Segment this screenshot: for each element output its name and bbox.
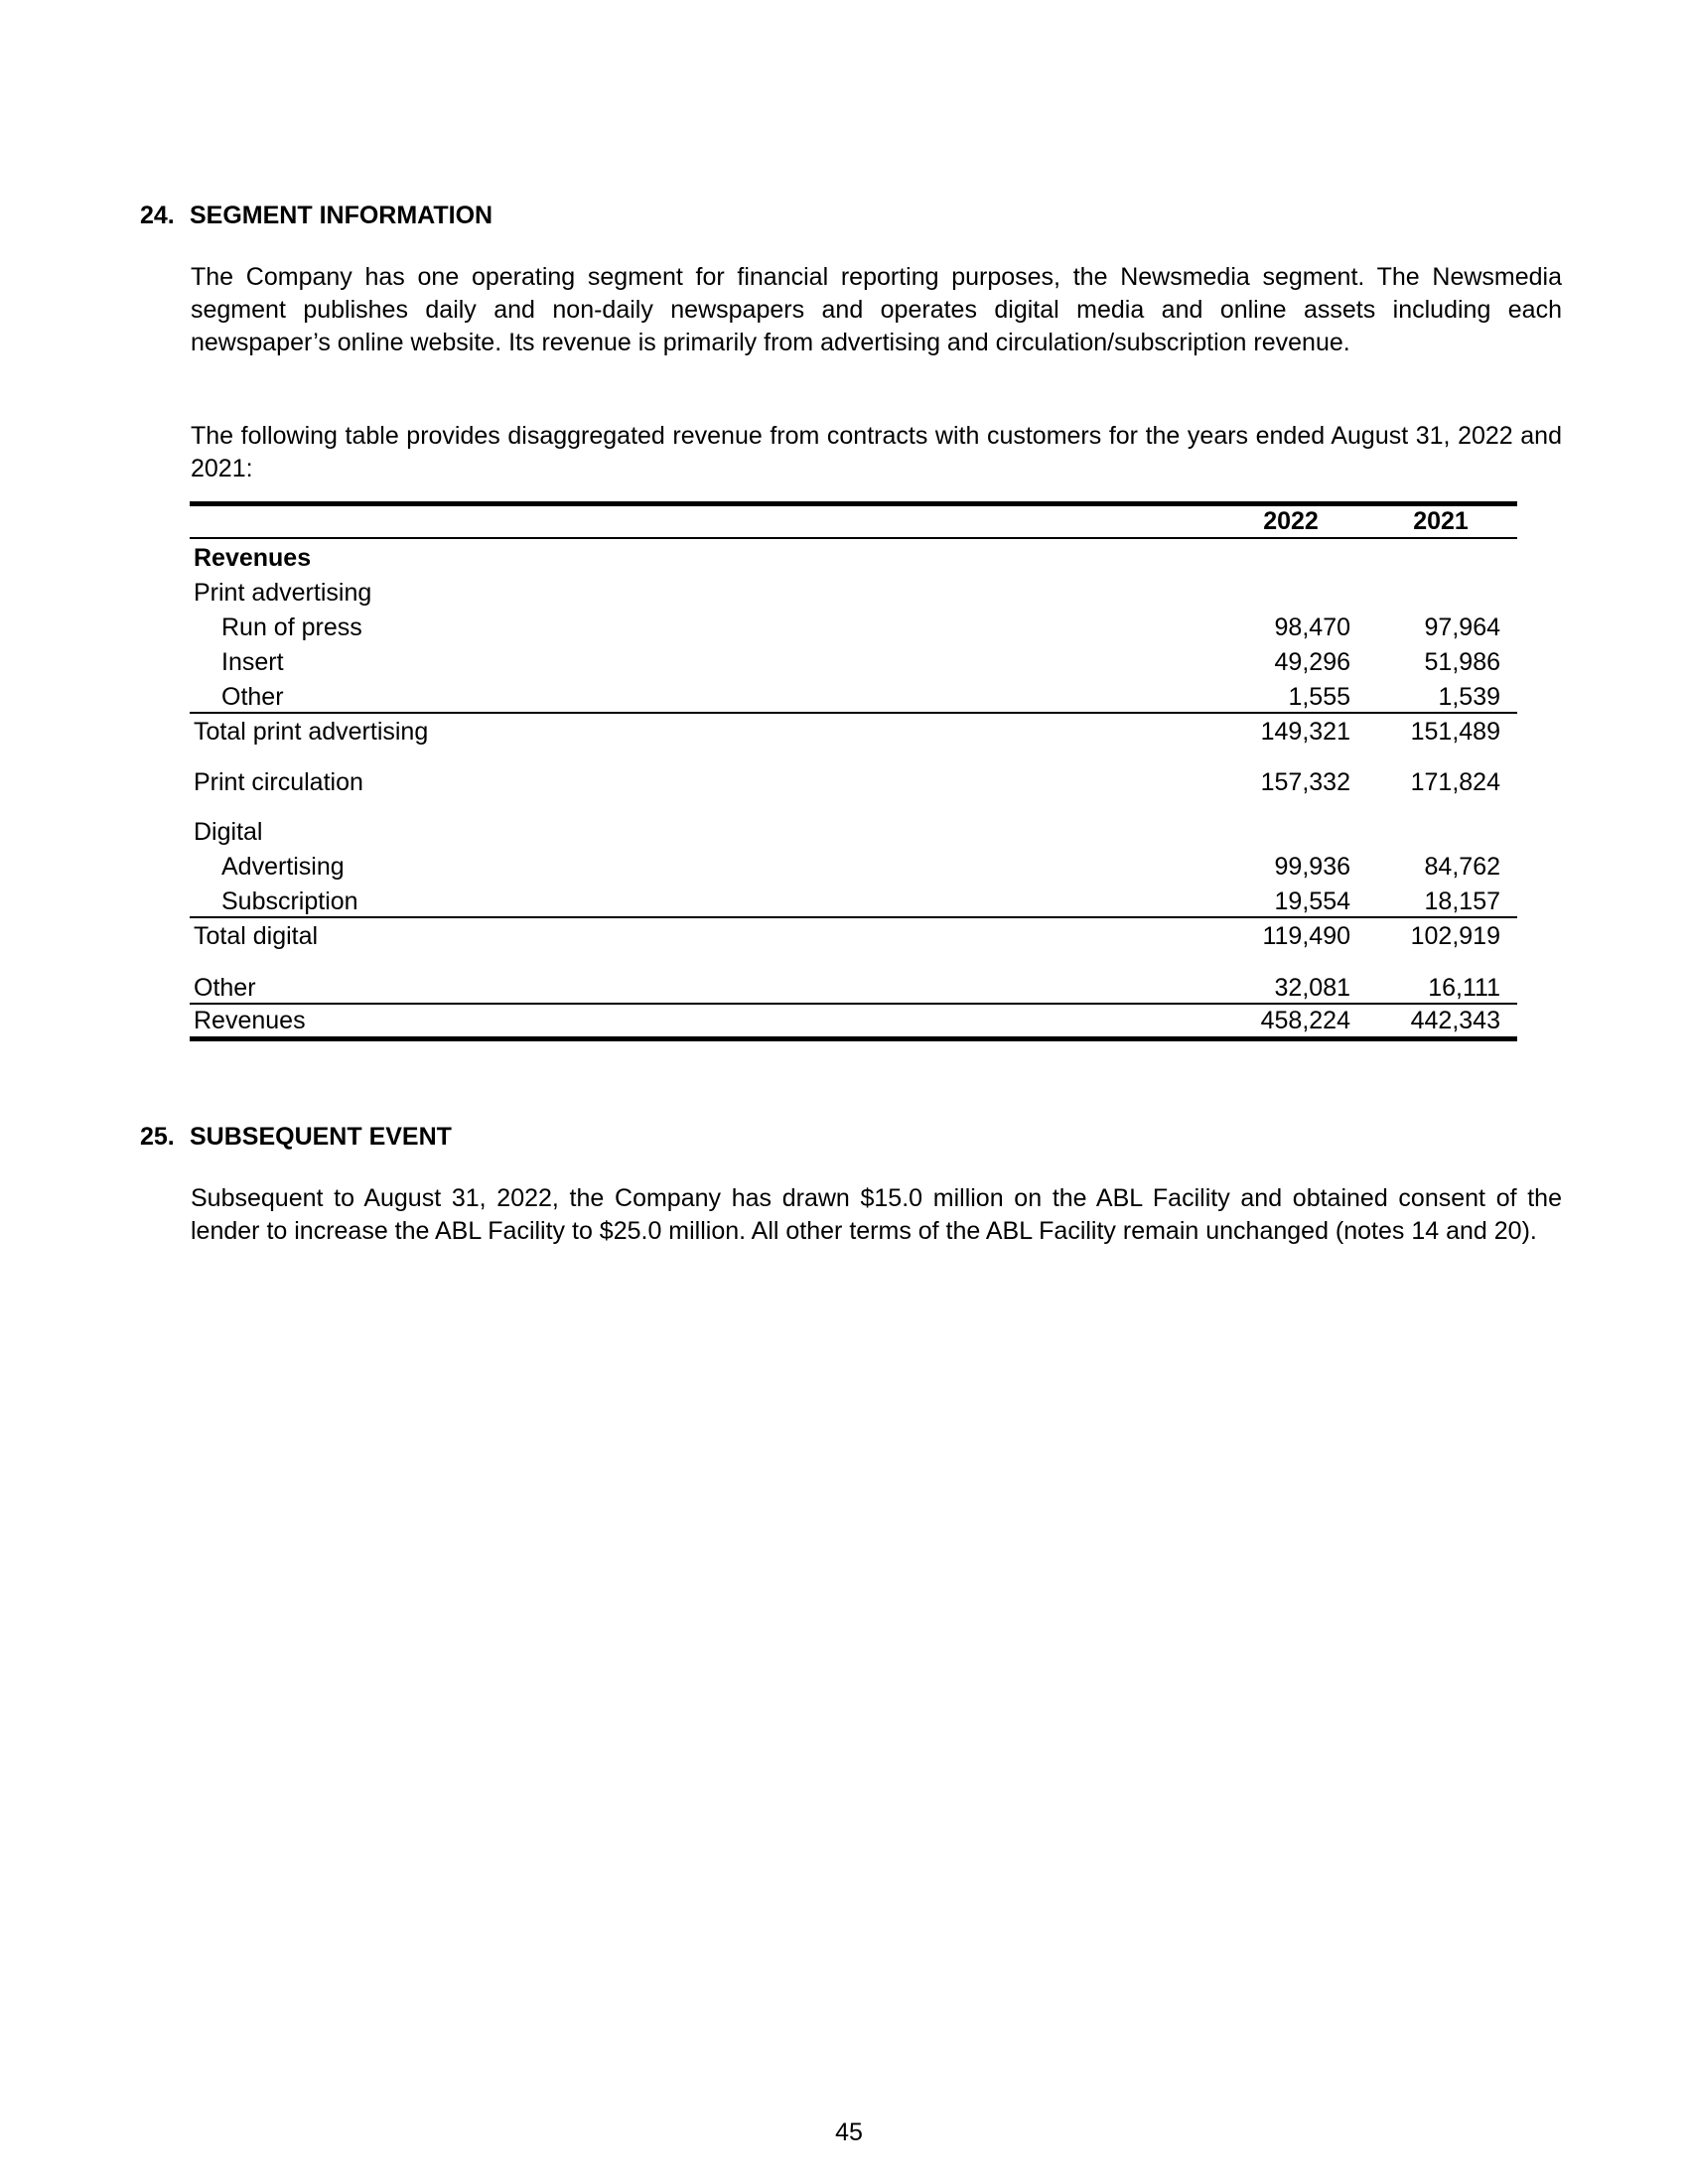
page-number: 45 xyxy=(835,2118,863,2146)
subtotal-rule xyxy=(190,916,1517,918)
table-row-insert xyxy=(190,647,1517,677)
value-2022: 98,470 xyxy=(1274,614,1350,641)
value-2021: 151,489 xyxy=(1410,718,1500,746)
table-row-revenues-heading xyxy=(190,543,1517,573)
table-row-digital-advertising xyxy=(190,852,1517,882)
value-2022: 99,936 xyxy=(1274,853,1350,881)
row-label: Revenues xyxy=(194,544,312,572)
value-2021: 171,824 xyxy=(1410,768,1500,796)
column-header-2022: 2022 xyxy=(1263,507,1319,535)
segment-description-paragraph: The Company has one operating segment for financial reporting purposes, the Newsmedia segment. The Newsmedia segment publishes daily and non-daily newspapers and operates digital media and online assets including each newspaper’s online website. Its revenue is primarily from advertising and circulation/subscription revenue. xyxy=(191,263,1562,356)
row-label: Print advertising xyxy=(194,579,372,607)
table-row-run-of-press xyxy=(190,613,1517,642)
value-2021: 102,919 xyxy=(1410,922,1500,950)
column-header-2021: 2021 xyxy=(1413,507,1469,535)
value-2021: 442,343 xyxy=(1410,1007,1500,1034)
row-label: Other xyxy=(221,683,284,711)
section-title: SUBSEQUENT EVENT xyxy=(190,1123,452,1151)
section-25-heading xyxy=(140,1121,452,1154)
row-label: Total print advertising xyxy=(194,718,429,746)
value-2022: 32,081 xyxy=(1274,974,1350,1002)
value-2022: 1,555 xyxy=(1288,683,1350,711)
row-label: Revenues xyxy=(194,1007,306,1034)
value-2022: 149,321 xyxy=(1260,718,1350,746)
table-row-print-other xyxy=(190,682,1517,712)
value-2022: 119,490 xyxy=(1262,922,1350,950)
value-2022: 157,332 xyxy=(1260,768,1350,796)
row-label: Total digital xyxy=(194,922,319,950)
row-label: Advertising xyxy=(221,853,345,881)
value-2021: 51,986 xyxy=(1424,648,1500,676)
table-row-total-digital xyxy=(190,921,1517,951)
table-row-digital-subscription xyxy=(190,887,1517,916)
value-2022: 49,296 xyxy=(1274,648,1350,676)
value-2022: 19,554 xyxy=(1274,887,1350,915)
row-label: Other xyxy=(194,974,256,1002)
value-2021: 84,762 xyxy=(1424,853,1500,881)
subtotal-rule xyxy=(190,712,1517,714)
value-2021: 18,157 xyxy=(1424,887,1500,915)
subsequent-event-paragraph: Subsequent to August 31, 2022, the Company has drawn $15.0 million on the ABL Facility and obtained consent of the lender to increase the ABL Facility to $25.0 million. All other terms of the ABL Facility remain unchanged (notes 14 and 20). xyxy=(191,1184,1562,1245)
value-2021: 97,964 xyxy=(1424,614,1500,641)
section-title: SEGMENT INFORMATION xyxy=(190,202,493,229)
table-row-print-advertising xyxy=(190,578,1517,608)
section-24-heading xyxy=(140,200,492,232)
total-rule xyxy=(190,1003,1517,1005)
value-2021: 1,539 xyxy=(1438,683,1500,711)
row-label: Subscription xyxy=(221,887,358,915)
row-label: Run of press xyxy=(221,614,362,641)
table-row-digital xyxy=(190,817,1517,847)
table-row-total-revenues xyxy=(190,1006,1517,1035)
table-row-total-print-advertising xyxy=(190,717,1517,747)
header-rule xyxy=(190,537,1517,539)
value-2021: 16,111 xyxy=(1428,974,1500,1002)
table-intro-paragraph: The following table provides disaggregated revenue from contracts with customers for the years ended August 31, 2022 and 2021: xyxy=(191,422,1562,482)
table-row-other xyxy=(190,973,1517,1003)
table-row-print-circulation xyxy=(190,767,1517,797)
value-2022: 458,224 xyxy=(1260,1007,1350,1034)
table-bottom-rule xyxy=(190,1036,1517,1041)
row-label: Print circulation xyxy=(194,768,363,796)
row-label: Insert xyxy=(221,648,284,676)
section-number: 24. xyxy=(140,202,175,229)
row-label: Digital xyxy=(194,818,263,846)
section-number: 25. xyxy=(140,1123,175,1151)
